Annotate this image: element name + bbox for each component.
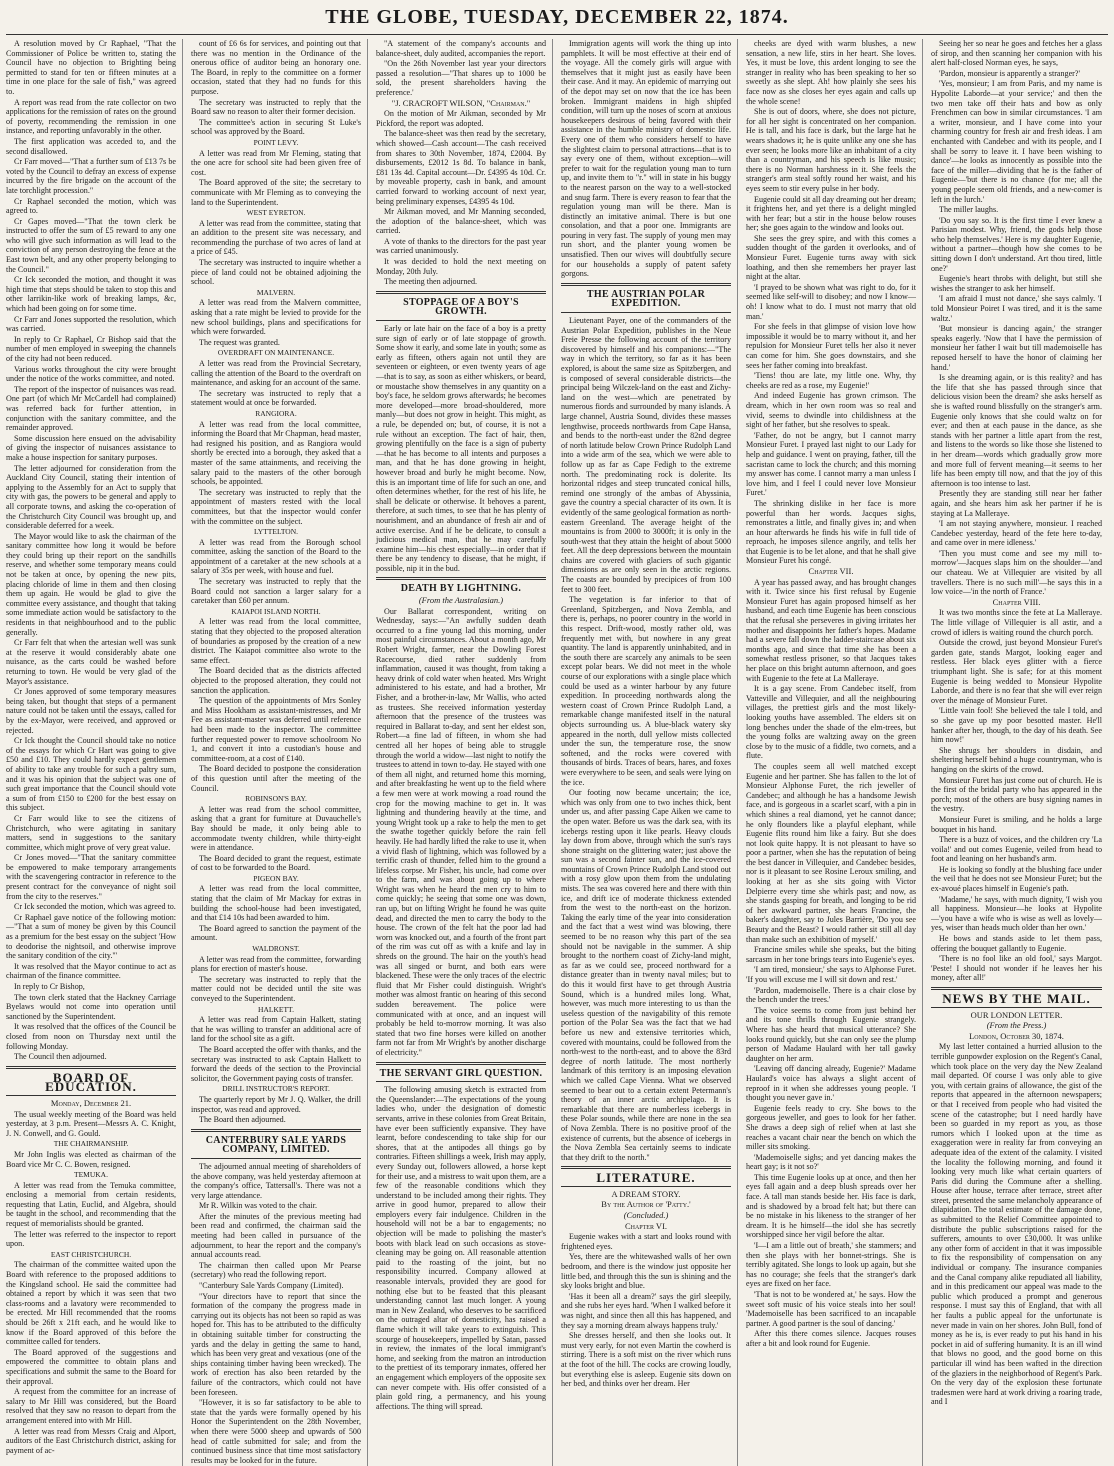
paragraph: There is a buzz of voices, and the children cry 'La voila!' and out comes Eugenie, veiled from head to foot and leaning on her husband's arm. [931,835,1102,864]
paragraph: The committee's action in securing St Luke's school was approved by the Board. [191,117,361,137]
subheading: OVERDRAFT ON MAINTENANCE. [217,348,335,358]
paragraph: A letter was read from the local committee, stating that they objected to the proposed alteration of boundaries as proposed by the creation of a new district. The Kaiapoi committee also wrote to the same effect. [191,617,361,665]
paragraph: "Canterbury Sale Yards Company (Limited). [199,1281,344,1291]
paragraph: The quarterly report by Mr J. Q. Walker, the drill inspector, was read and approved. [191,1094,361,1114]
paragraph: Cr Ick thought the Council should take no notice of the essays for which Cr Hart was going to give £50 and £10. They could hardly expect gentlemen of ability to take any trouble for such a paltry sum, and it was his opinion that the subject was one of such great importance that the Council should vote a sum of from £150 to £200 for the best essay on this subject. [6,736,176,813]
divider [376,320,546,321]
paragraph: A letter was read from the Malvern committee, asking that a rate might be levied to provide for the new school buildings, plans and specifications for which were forwarded. [191,298,361,337]
column-6 [931,39,1108,1466]
paragraph: The Board agreed to sanction the payment of the amount. [191,923,361,943]
paragraph: This time Eugenie looks up at once, and then her eyes fall again and a deep blush spreads over her face. A tall man stands beside her. His face is dark, and is shadowed by a broad felt hat; but there can be no mistake in his likeness to the stranger of her dream. It is he himself—the idol she has secretly worshipped since her vigil before the altar. [746,1172,916,1240]
paragraph: Yes, there are the whitewashed walls of her own bedroom, and there is the window just opposite her little bed, and through this the sun is shining and the sky looks bright and blue. [561,1252,731,1291]
paragraph: He is looking so fondly at the blushing face under the veil that he does not see Monsieur Furet; but the ex-avoué places himself in Eugenie's path. [931,864,1102,894]
paragraph: Cr Farr and Jones supported the resolution, which was carried. [6,314,176,334]
paragraph: The Board approved of the suggestions and empowered the committee to obtain plans and specifications and submit the same to the Board for their approval. [6,1347,176,1386]
paragraph: The Board accepted the offer with thanks, and the secretary was instructed to ask Captain Halkett to forward the deeds of the section to the Provincial solicitor, the Government paying costs of transfer. [191,1044,361,1083]
paragraph: For she feels in that glimpse of vision love how impossible it would be to marry without it, and her repulsion for Monsieur Furet tells her also it never can come for him. She goes downstairs, and she sees her father coming into breakfast. [746,322,916,370]
paragraph: A request from the committee for an increase of salary to Mr Hill was considered, but the Board resolved that they saw no reason to depart from the arrangement entered into with Mr Hill. [6,1387,176,1425]
paragraph: 'Mademoiselle sighs; and yet dancing makes the heart gay; is it not so?' [746,1152,916,1172]
paragraph: 'Pardon, monsieur is apparently a stranger?' [939,68,1080,78]
source-line: (From the Press.) [986,1020,1047,1031]
paragraph: 'I am tired, monsieur,' she says to Alphonse Furet. 'If you will excuse me I will sit down and rest.' [746,965,916,984]
paragraph: Cr Ick seconded the motion, which was agreed to. [14,902,176,912]
dateline: Monday, December 21. [50,1097,132,1108]
paragraph: Cr Ick seconded the motion, and thought it was high time that steps should be taken to stop this and other larrikin-like work of breaking lamps, &c, which had been going on for some time. [6,275,176,314]
paragraph: 'That is not to be wondered at,' he says. How the sweet soft music of his voice steals into her soul! 'Mademoiselle has been sacrificed to an incapable partner. A good partner is the soul of dancing.' [746,1290,916,1328]
section-heading: THE SERVANT GIRL QUESTION. [379,1067,543,1079]
paragraph: A resolution moved by Cr Raphael, "That the Commissioner of Police be written to, stating the Council have no objection to Brighting being permitted to stand for ten or fifteen minutes at a time in one place for the sale of fish," was agreed to. [6,39,176,96]
paragraph: It is a gay scene. From Candebec itself, from Vatteville and Villequier, and all the neighbouring villages, the prettiest girls and the most likely-looking youths have assembled. The elders sit on long benches under the shade of the elm-trees, but the young folks are waltzing away on the green close by to the music of a fiddle, two cornets, and a flute. [746,684,916,761]
paragraph: cheeks are dyed with warm blushes, a new sensation, a new life, stirs in her heart. She loves. Yes, it must be love, this ardent longing to see the stranger in reality who has been speaking to her so sweetly as she slept. Ah! how plainly she sees his face now as she closes her eyes again and calls up the whole scene! [746,39,916,106]
subheading: RANGIORA. [255,408,297,418]
section-divider [376,577,546,580]
paragraph: The voice seems to come from just behind her and its tone thrills through Eugenie strangely. Where has she heard that musical utterance? She looks round quickly, but she can only see the plump person of Madame Haulard with her tall gawky daughter on her arm. [746,1005,916,1063]
paragraph: Early or late hair on the face of a boy is a pretty sure sign of early or of late stoppage of growth. Some show it early, and some late in youth; some as early as fifteen, others again not until they are seventeen or eighteen, or even twenty years of age—that is to say, as soon as either whiskers, or beard, or moustache show themselves in any quantity on a boy's face, he seldom grows afterwards; he becomes more developed—more broad-shouldered, more manly—but does not grow in height. This might, as a rule, be depended on; but, of course, it is not a rule without an exception. The fact of hair, then, growing plentifully on the face is a sign of puberty—that he has become to all intents and purposes a man, and that he has done growing in height, however broad and burly he might become. Now, this is an important time of life for such an one, and often determines whether, for the rest of his life, he shall be delicate or otherwise. It behoves a parent, therefore, at such times, to see that he has plenty of nourishment, and an abundance of fresh air and of active exercise. And if he be delicate, to consult a judicious medical man, that he may carefully examine him—his chest especially—in order that if there be any tendency to disease, that he might, if possible, nip it in the bud. [376,324,546,573]
paragraph: Mr R. Wilkin was voted to the chair. [199,1201,317,1211]
paragraph: The secretary was instructed to reply that the appointment of masters rested with the local committees, but that the inspector would confer with the committee on the subject. [191,487,361,526]
paragraph: Is she dreaming again, or is this reality? and has the life that she has passed through since that delicious vision been the dream? she asks herself as she is wafted round blissfully on the stranger's arm. Eugenie only knows that she could waltz on for ever; and then at each pause in the dance, as she stands with her partner a little apart from the rest, and listens to the words so like those she listened to in her dream—words which gradually grow more and more full of fervent meaning—it seems to her life has been empty till now, and that the joy of this afternoon is too intense to last. [931,373,1102,488]
paragraph: A letter was read from the committee, forwarding plans for erection of master's house. [191,954,361,974]
paragraph: A letter was read from the Borough school committee, asking the sanction of the Board to the appointment of a caretaker at the new schools at a salary of 35s per week, with house and fuel. [191,537,361,576]
paragraph: Presently they are standing still near her father again, and she hears him ask her partner if he is staying at La Malleraye. [931,489,1102,518]
section-heading: CANTERBURY SALE YARDS COMPANY, LIMITED. [205,1134,347,1156]
section-heading: THE AUSTRIAN POLAR EXPEDITION. [586,288,706,310]
paragraph: Eugenie could sit all day dreaming out her dream; it frightens her, and yet there is a delight mingled with her fear; but a stir in the house below rouses her; she goes again to the window and looks out. [746,194,916,233]
paragraph: "Your directors have to report that since the formation of the company the progress made in carrying out its objects has not been so rapid as was hoped for. This has to be attributed to the difficulty in obtaining suitable timber for constructing the yards and the delay in getting the same to hand, which has been very great and vexatious (one of the ships containing timber having been wrecked). The work of erection has also been retarded by the failure of the contractors, which could not have been foreseen. [191,1291,361,1397]
paragraph: The Board then adjourned. [199,1115,286,1125]
paragraph: The request was granted. [199,337,280,347]
paragraph: The miller laughs. [939,205,999,215]
paragraph: The chairman of the committee waited upon the Board with reference to the proposed additions to the Kingsland school. He said the committee had obtained a report by which it was seen that two class-rooms and a lavatory were recommended to be erected. Mr Hill recommended that the rooms should be 26ft x 21ft each, and he would like to know if the Board approved of this before the committee called for tenders. [6,1260,176,1347]
paragraph: Various works throughout the city were brought under the notice of the works committee, and noted. [6,364,176,384]
paragraph: Eugenie wakes with a start and looks round with frightened eyes. [561,1232,731,1251]
paragraph: A vote of thanks to the directors for the past year was carried unanimously. [376,236,546,256]
paragraph: My last letter contained a hurried allusion to the terrible gunpowder explosion on the Regent's Canal, which took place on the very day the New Zealand mail departed. Of course I was only able to give you, with certain grains of allowance, the gist of the reports that appeared in the afternoon newspapers; or that I received from people who had visited the scene of the catastrophe; but I need hardly have been so guarded in my report as you, as those rumors which I looked upon at the time as exaggeration were in reality far from conveying an adequate idea of the extent of the calamity. I visited the locality the following morning, and found it looking very much like what certain quarters of Paris did during the Commune after a shelling. House after house, terrace after terrace, street after street, presented the same melancholy appearance of dilapidation. The total estimate of the damage done, as submitted to the Relief Committee appointed to distribute the public subscriptions raised for the sufferers, amounts to over £30,000. It was unlike any other form of accident in that it was impossible to fix the responsibility of compensation on any individual or company. The insurance companies and the Canal company alike repudiated all liability, and in this predicament our appeal was made to the public which produced a prompt and generous response. I must say this of England, that with all her faults a public appeal for the unfortunate is never made in vain on her shores. John Bull, fond of money as he is, is ever ready to put his hand in his pocket in aid of suffering humanity. It is an ill wind that blows no good, and the good borne on this particular ill wind has been wafted in the direction of the glaziers in the neighborhood of Regent's Park. On the very day of the explosion these fortunate tradesmen were hard at work driving a roaring trade, and I [931,1042,1102,1407]
paragraph: Monsieur Furet is smiling, and he holds a large bouquet in his hand. [931,814,1102,834]
column-1 [6,39,183,1466]
paragraph: Cr Raphael gave notice of the following motion:—"That a sum of money be given by this Council as a premium for the best essay on the subject 'How to deodorise the nightsoil, and otherwise improve the sanitary condition of the city.'" [6,912,176,961]
paragraph: The secretary was instructed to reply that the Board could not sanction a larger salary for a caretaker than £60 per annum. [191,577,361,606]
paragraph: 'Madame,' he says, with much dignity, 'I wish you all happiness. Monsieur—he looks at Hypolite—'you have a wife who is wise as well as lovely—yes, wiser than heads much older than her own.' [931,894,1102,933]
subheading: EAST CHRISTCHURCH. [50,1249,132,1259]
subheading: WEST EYRETON. [246,208,306,218]
paragraph: 'But monsieur is dancing again,' the stranger speaks eagerly. 'Now that I have the permission of monsieur her father I wait but till mademoiselle has reposed herself to have the honor of claiming her hand.' [931,324,1102,372]
paragraph: The Board decided to grant the request, estimate of cost to be forwarded to the Board. [191,853,361,873]
paragraph: Cr Jones approved of some temporary measures being taken, but thought that steps of a permanent nature could not be taken until the essays, called for by the ex-Mayor, were received, and approved or rejected. [6,687,176,735]
paragraph: 'There is no fool like an old fool,' says Margot. 'Peste! I should not wonder if he leaves her his money, after all!' [931,954,1102,983]
divider [561,312,731,313]
paragraph: 'I am afraid I must not dance,' she says calmly. 'I told Monsieur Poiret I was tired, and it is the same waltz.' [931,294,1102,323]
subheading: WALDRONST. [252,944,300,954]
subheading: ROBINSON'S BAY. [245,794,307,804]
paragraph: 'Little vain fool! She believed the tale I told, and so she gave up my poor besotted master. He'll hanker after her, though, to the day of his death. See him now!' [931,706,1102,745]
paragraph: 'Do you say so. It is the first time I ever knew a Parisian modest. Why, friend, the gods help those who help themselves.' Here is my daughter Eugenie, without a partner—though how she comes to be sitting down I don't understand. Art thou tired, little one?' [931,215,1102,273]
paragraph: Eugenie feels ready to cry. She bows to the gorgeous jeweller, and goes to look for her father. She draws a deep sigh of relief when at last she reaches a vacant chair near the bench on which the miller sits smoking. [746,1103,916,1152]
subheading: DRILL INSTRUCTOR'S REPORT. [222,1084,330,1094]
subheading: POINT LEVY. [253,137,299,147]
paragraph: Cr Farr moved—"That a further sum of £13 7s be voted by the Council to defray an excess of expense incurred by the fire brigade on the account of the late torchlight procession." [6,157,176,195]
paragraph: She shrugs her shoulders in disdain, and sheltering herself behind a huge countryman, who is hanging on the skirts of the crowd. [931,745,1102,774]
paragraph: 'Father, do not be angry, but I cannot marry Monsieur Furet. I prayed last night to our Lady for help and guidance. I went on praying, father, till the sacristan came to lock the church; and this morning my answer has come. I cannot marry a man unless I love him, and I feel I could never love Monsieur Furet.' [746,430,916,498]
paragraph: Francine smiles while she speaks, but the biting sarcasm in her tone brings tears into Eugenie's eyes. [746,945,916,964]
paragraph: The first application was acceded to, and the second disallowed. [6,136,176,156]
paragraph: "However, it is so far satisfactory to be able to state that the yards were formally opened by his Honor the Superintendent on the 28th November, when there were 5000 sheep and upwards of 500 head of cattle submitted for sale; and from the continued business since that time most satisfactory results may be looked for in the future. [191,1398,361,1465]
paragraph: The adjourned annual meeting of shareholders of the above company, was held yesterday afternoon at the company's office, Tattersall's. There was not a very large attendance. [191,1161,361,1200]
paragraph: A letter was read from Captain Halkett, stating that he was willing to transfer an additional acre of land for the school site as a gift. [191,1015,361,1044]
subheading: KAIAPOI ISLAND NORTH. [231,606,321,616]
section-heading: LITERATURE. [596,1170,696,1186]
paragraph: Our footing now became uncertain; the ice, which was only from one to two inches thick, bent under us, and after passing Cape Aiken we came to the open water. Before us was the dark sea, with its icebergs resting upon it like pearls. Heavy clouds lay down from above, through which the sun's rays shone straight on the glittering water; just above the sun was a second fainter sun, and the ice-covered mountains of Crown Prince Rudolph Land stood out with a rosy glow upon them from the undulating mists. The sea was covered here and there with thin ice, and drift ice of moderate thickness extended from the west to the north-east on the horizon. Taking the early time of the year into consideration and the fact that a west wind was blowing, there seemed to be no reason why this part of the sea should not be navigable in the summer. A ship brought to the northern coast of Zichy-land might, as far as we could see, proceed northward for a distance greater than in twenty naval miles; but to do this it would first have to get through Austria Sound, which is a hundred miles long. What, however, was much more interesting to us than the useless question of the navigability of this remote portion of the Polar Sea was the fact that we had before us new and extensive territories which, covered with mountains, could be followed from the north-west to the north-east, and to above the 83rd degree of north latitude. The most northerly landmark of this territory is an imposing elevation which we called Cape Vienna. What we observed seemed to bear out to a certain extent Petermann's theory of an inner arctic archipelago. It is remarkable that there are numberless icebergs in these Polar sounds, while there are none in the sea of Nova Zembla. There is no positive proof of the existence of currents, but the absence of icebergs in the Nova Zembla Sea certainly seems to indicate that they drift to the north." [561,788,731,1162]
paragraph: After this there comes silence. Jacques rouses after a bit and look round for Eugenie. [746,1329,916,1348]
chapter-heading: Chapter VIII. [992,596,1041,607]
section-divider [376,291,546,294]
paragraph: The usual weekly meeting of the Board was held yesterday, at 3 p.m. Present—Messrs A. C. Knight, J. N. Conwell, and G. Gould. [6,1109,176,1138]
paragraph: A report was read from the rate collector on two applications for the remission of rates on the ground of poverty, recommending the remission in one instance, and reporting unfavorably in the other. [6,97,176,136]
paragraph: The question of the appointments of Mrs Sonley and Miss Hookham as assistant-mistresses, and Mr Fee as assistant-master was deferred until reference had been made to the inspector. The committee further requested power to remove schoolroom No 1, and convert it into a custodian's house and committee-room, at a cost of £140. [191,696,361,763]
paragraph: A year has passed away, and has brought changes with it. Twice since his first refusal by Eugenie Monsieur Furet has again proposed himself as her husband, and each time Eugenie has been conscious that the refusal she perseveres in giving irritates her mother and disappoints her father's hopes. Madame had a severe fall down the ladder-staircase about six months ago, and since that time she has been a somewhat restless prisoner, so that Jacques takes her place on this bright autumn afternoon, and goes with Eugenie to the fete at La Malleraye. [746,577,916,683]
column-2 [191,39,368,1466]
paragraph: count of £6 6s for services, and pointing out that there was no mention in the Ordinance of the onerous office of auditor being an honorary one. The Board, in reply to the committee on a former occasion, stated that they had no funds for this purpose. [191,39,361,96]
paragraph: The letter was referred to the inspector to report upon. [6,1229,176,1249]
paragraph: 'Has it been all a dream?' says the girl sleepily, and she rubs her eyes hard. 'When I walked before it was night, and since then all this has happened, and they say a morning dream always happens truly.' [561,1291,731,1330]
paragraph: The Mayor would like to ask the chairman of the sanitary committee how long it would be before they could bring up their report on the sandhills reserve, and whether some temporary means could not be taken at once, by opening the new pits, placing chloride of lime in them and then closing them up again. He would be glad to give the committee every assistance, and thought that taking some immediate action would be satisfactory to the residents in that neighbourhood and to the public generally. [6,531,176,637]
paragraph: A letter was read from the local committee, informing the Board that Mr Chapman, head master, had resigned his position, and as Rangiora would shortly be erected into a borough, they asked that a master of the same attainments, and receiving the salary paid to the masters of the other borough schools, be appointed. [191,419,361,487]
paragraph: A letter was read from the school committee, asking that a grant for furniture at Duvauchelle's Bay should be made, it only being able to accommodate twenty children, while thirty-eight were in attendance. [191,804,361,853]
paragraph: Our Ballarat correspondent, writing on Wednesday, says:—"An awfully sudden death occurred to a fine young lad this morning, under most painful circumstances. About a month ago, Mr Robert Wright, farmer, near the Dowling Forest Racecourse, died rather suddenly from inflammation, caused it was thought, from taking a heavy drink of cold water when heated. Mrs Wright administered to his estate, and had a brother, Mr Fisher, and a brother-in-law, Mr Wallis, who acted as trustees. She received information yesterday afternoon that the presence of the trustees was required in Ballarat to-day, and sent her eldest son, Robert—a fine lad of fifteen, in whom she had centred all her hopes of being able to struggle through the world a widow—last night to notify the trustees to attend in town to-day. He stayed with one of them all night, and returned home this morning, and after breakfasting he went up to the field where a few men were at work mowing a road round the crop for the mowing machine to get in. It was lightning and thundering heavily at the time, and young Wright took up a rake to help the men to get the swathe together quickly before the rain fell heavily. He had hardly lifted the rake to use it, when a vivid flash of lightning, which was followed by a terrific crash of thunder, felled him to the ground a lifeless corpse. Mr Fisher, his uncle, had come over to the farm, and was about going up to where Wright was when he heard the men cry to him to come quickly; he seeing that some one was down, ran up, but on lifting Wright he found he was quite dead, and directed the men to carry the body to the house. The crown of the felt hat the poor lad had worn was knocked out, and a fourth of the front part of the rim was cut off as with a knife and lay in shreds on the ground. The hair on the youth's head was all singed or burnt, and both ears were blackened. These were the only traces of the electric fluid that Mr Fisher could distinguish. Wright's mother was almost frantic on hearing of this second sudden bereavement. The police were communicated with at once, and an inquest will probably be held to-morrow morning. It was also stated that two fine horses were killed on another farm not far from Mr Wright's by another discharge of electricity." [376,606,546,1057]
paragraph: The meeting then adjourned. [384,277,478,287]
paragraph: Cr Raphael seconded the motion, which was agreed to. [6,196,176,216]
paragraph: 'Then you must come and see my mill to-morrow'—Jacques slaps him on the shoulder—'and our chateau. We at Villequier are visited by all travellers. There is no such mill'—he says this in a low voice—'in the north of France.' [931,548,1102,597]
paragraph: Mr Aikman moved, and Mr Manning seconded, the adoption of the balance-sheet, which was carried. [376,207,546,236]
paragraph: 'I am not staying anywhere, monsieur. I reached Candebec yesterday, heard of the fete here to-day, and came over in mere idleness.' [931,519,1102,548]
section-divider [931,987,1102,990]
paragraph: On the motion of Mr Aikman, seconded by Mr Pickford, the report was adopted. [376,109,546,128]
paragraph: Cr Farr would like to see the citizens of Christchurch, who were agitating in sanitary matters, send in suggestions to the sanitary committee, which might prove of very great value. [6,813,176,852]
paragraph: A letter was read from the committee, stating that an addition to the present site was necessary, and recommending the purchase of two acres of land at a price of £45. [191,218,361,257]
paragraph: A letter was read from the local committee, stating that the claim of Mr Mackay for extras in building the school-house had been investigated, and that £14 10s had been awarded to him. [191,884,361,923]
section-heading: BOARD OF EDUCATION. [45,1069,137,1095]
paragraph: The couples seem all well matched except Eugenie and her partner. She has fallen to the lot of Monsieur Alphonse Furet, the rich jeweller of Candebec; and although he has a handsome Jewish face, and is gorgeous in a scarlet scarf, with a pin in which shines a real diamond, yet he cannot dance; he only flounders like a playful elephant, while Eugenie flits round him like a fairy. But she does not look quite happy. It is not pleasant to have so poor a partner, when she has the reputation of being the best dancer in Villequier, and Candebec besides, nor is it pleasant to see Rosine Leroux smiling, and looking at her as she sits going with Victor Delpierre every time she whirls past; and now, as she stands gasping for breath, and longing to be rid of her awkward partner, she hears Francine, the baker's daughter, say to Jules Barrière, 'Do you see Beauty and the Beast? I would rather sit still all day than make such an exhibition of myself.' [746,761,916,944]
dateline: London, October 30, 1874. [969,1030,1064,1041]
paragraph: "On the 26th November last year your directors passed a resolution—"That shares up to 1000 be sold, the present shareholders having the preference.' [376,59,546,97]
paragraph: The shrinking dislike in her face is more powerful than her words. Jacques sighs, remonstrates a little, and finally gives in; and when an hour afterwards he finds his wife in full tide of reproach, he imposes silence angrily, and tells her that Eugenie is to be let alone, and that he shall give Monsieur Furet his congé. [746,498,916,566]
section-heading: STOPPAGE OF A BOY'S GROWTH. [403,296,519,318]
subheading: HALKETT. [258,1004,294,1014]
section-divider [6,1066,176,1069]
paragraph: Cr Gapes moved—"That the town clerk be instructed to offer the sum of £5 reward to any one who will give such information as will lead to the conviction of any person destroying the fence at the East town belt, and any other property belonging to the Council." [6,216,176,274]
paragraph: The Board decided to postpone the consideration of this question until after the meeting of the Council. [191,764,361,793]
column-5 [746,39,923,1466]
paragraph: The secretary was instructed to reply that a statement would at once be forwarded. [191,388,361,408]
section-heading: NEWS BY THE MAIL. [942,991,1091,1006]
paragraph: The report of the inspector of nuisances was read. One part (of which Mr McCardell had complained) was referred back for further attention, in conjunction with the sanitary committee, and the remainder approved. [6,384,176,433]
paragraph: The secretary was instructed to reply that the Board saw no reason to alter their former decision. [191,97,361,117]
paragraph: The town clerk stated that the Hackney Carriage Byelaws would not come into operation until sanctioned by the Superintendent. [6,992,176,1021]
paragraph: The Board decided that as the districts affected objected to the proposed alteration, they could not sanction the application. [191,666,361,695]
column-4 [561,39,738,1466]
paragraph: The Council then adjourned. [14,1052,107,1062]
source-line: (From the Australasian.) [418,595,504,606]
paragraph: It was resolved that the Mayor continue to act as chairman of the finance committee. [6,961,176,981]
byline: By the Author of 'Patty.' [601,1199,691,1210]
columns [6,35,1108,1465]
paragraph: The secretary was instructed to inquire whether a piece of land could not be obtained adjoining the school. [191,258,361,287]
paragraph: A letter was read from Messrs Craig and Alport, auditors of the East Christchurch district, asking for payment of ac- [6,1426,176,1455]
paragraph: Cr Farr felt that when the artesian well was sunk at the reserve it would considerably abate one nuisance, as the carts could be washed before returning to town. He would be very glad of the Mayor's assistance. [6,638,176,686]
paragraph: And indeed Eugenie has grown crimson. The dream, which in her own room was so real and vivid, seems to dwindle into childishness at the sight of her father, but she resolves to speak. [746,391,916,430]
paragraph: The chairman then called upon Mr Pearse (secretary) who read the following report. [191,1260,361,1280]
subheading: TEMUKA. [74,1170,108,1180]
section-divider [191,1129,361,1132]
paragraph: In reply to Cr Raphael, Cr Bishop said that the number of men employed in sweeping the channels of the city had not been reduced. [6,334,176,363]
paragraph: The Board approved of the site; the secretary to communicate with Mr Fleming as to conveying the land to the Superintendent. [191,178,361,207]
section-heading: DEATH BY LIGHTNING. [400,583,522,595]
paragraph: It was two months since the fete at La Malleraye. The little village of Villequier is all astir, and a crowd of idlers is waiting round the church porch. [931,608,1102,637]
paragraph: Lieutenant Payer, one of the commanders of the Austrian Polar Expedition, publishes in the Neue Freie Presse the following account of the territory discovered by himself and his companions:—"The way in which the territory, so far as it has been explored, is about the same size as Spitzbergen, and is composed of several considerable districts—the principal being Wilczek-land on the east and Zichy-land on the west—which are penetrated by numerous fiords and surrounded by many islands. A large channel, Austria Sound, divides these masses lengthwise, proceeds northwards from Cape Hansa, and bends to the north-east under the 82nd degree of north latitude below Crown Prince Rudolph Land into a wide arm of the sea, which we were able to follow up as far as Cape Fedigh to the extreme north. The predominating rock is dolerite. Its horizontal ridges and steep truncated conical hills, remind one strongly of the ambas of Abyssinia, gave the country a special character of its own. It is evidently of the same geological formation as north-eastern Greenland. The average height of the mountains is from 2000 to 3000ft; it is only in the south-west that they attain the height of about 5000 feet. All the deep depressions between the mountain chains are covered with glaciers of such gigantic dimensions as are only seen in the arctic regions. The coasts are bounded by precipices of from 100 feet to 300 feet. [561,316,731,594]
paragraph: The balance-sheet was then read by the secretary, which showed—Cash account—The cash received from shares to 30th November, 1874, £2004. By disbursements, £2012 1s 8d. To balance in bank, £81 13s 4d. Capital account—Dr. £4395 4s 10d. Cr. by moveable property, cash in bank, and amount carried forward to working account of next year, being preliminary expenses, £4395 4s 10d. [376,129,546,206]
signature: "J. CRACROFT WILSON, "Chairman." [391,97,531,108]
paragraph: Mr John Inglis was elected as chairman of the Board vice Mr C. C. Bowen, resigned. [6,1149,176,1169]
paragraph: A letter was read from the Temuka committee, enclosing a memorial from certain residents, requesting that Latin, Euclid, and Algebra, should be taught in the school, and recommending that the request of memorialists should be granted. [6,1180,176,1229]
paragraph: 'Yes, monsieur; I am from Paris, and my name is Hypolite Laborde—at your service;' and then the two men take off their hats and bow as only Frenchmen can bow in similar circumstances. 'I am a writer, monsieur, and I have come into your charming country for fresh air and fresh ideas. I am enchanted with Candebec and with its people, and I shall be sorry to leave it. I have been wishing to dance'—he looks as innocently as possible into the face of the miller—dividing that he is the father of Eugenie—'but there is no chance (for me; all the young people seem old friends, and a new-comer is left in the lurch.' [931,79,1102,204]
paragraph: "A statement of the company's accounts and balance-sheet, duly audited, accompanies the report. [376,39,546,58]
paragraph: Eugenie's heart throbs with delight, but still she wishes the stranger to ask her himself. [931,274,1102,293]
divider [561,1186,731,1187]
paragraph: Outside the crowd, just beyond Monsieur Furet's garden gate, stands Margot, looking eager and restless. Her black eyes glitter with a fierce triumphant light. She is safe; for at this moment Eugenie is being wedded to Monsieur Hypolite Laborde, and there is no fear that she will ever reign over the ménage of Monsieur Furet. [931,638,1102,705]
paragraph: Immigration agents will work the thing up into pamphlets. It will be most effective at their end of the voyage. All the comely girls will argue with themselves that it might just as easily have been their case. And it may. An epidemic of marrying out of the depot may set on now that the ice has been broken. Immigrant maidens in high shipfed condition, will turn up the noses of scorn at anxious housekeepers desirous of being favored with their assistance in the humble ministry of domestic life. Every one of them who considers herself to have the slightest claim to personal attractions—that is to say every one of them, without exception—will prefer to wait for the regulation young man to turn up, and invite them to "r." will in state in his buggy to the nearest parson on the way to a well-stocked and snug farm. There is every reason to fear that the regulation young man will be there. Man is distinctly an imitative animal. There is but one consolation, and that a poor one. Immigrants are pouring in very fast. The supply of young men may run short, and the planter young women be unsatisfied. Then our wives will doubtfully secure for our households a supply of patent safety gorgons. [561,39,731,279]
paragraph: The secretary was instructed to reply that the matter could not be decided until the site was conveyed to the Superintendent. [191,974,361,1003]
paragraph: She is out of doors, where, she does not picture, for all her sight is concentrated on her companion. He is tall, and his face is dark, but the large hat he wears shadows it; he is quite unlike any one she has ever seen; he looks more like an inhabitant of a city than a countryman, and his speech is like music; there is no Norman harshness in it. She feels the stranger's arm steal softly round her waist, and his eyes seem to stir every pulse in her body. [746,107,916,193]
paragraph: 'I prayed to be shown what was right to do, for it seemed like self-will to disobey; and now I know—oh! I know what to do. I must not marry that old man.' [746,282,916,321]
paragraph: Seeing her so near he goes and fetches her a glass of sirop, and then scanning her companion with his alert half-closed Norman eyes, he says, [931,39,1102,68]
concluded-note: (Concluded.) [623,1210,669,1221]
masthead: THE GLOBE, TUESDAY, DECEMBER 22, 1874. [6,0,1108,35]
paragraph: 'I—I am a little out of breath,' she stammers; and then she plays with her bonnet-strings. She is terribly agitated. She longs to look up again, but she has no courage; she feels that the stranger's dark eyes are fixed on her face. [746,1241,916,1289]
subheading: OUR LONDON LETTER. [970,1009,1063,1020]
subheading: A DREAM STORY. [611,1188,681,1199]
section-divider [561,1166,731,1169]
chapter-heading: Chapter VII. [808,566,854,577]
paragraph: 'Tiens! thou are late, my little one. Why, thy cheeks are red as a rose, my Eugenie!' [746,371,916,390]
divider [6,1095,176,1096]
paragraph: It was decided to hold the next meeting on Monday, 20th July. [376,257,546,276]
paragraph: Some discussion here ensued on the advisability of giving the inspector of nuisances assistance to make a house inspection for sanitary purposes. [6,433,176,462]
subheading: PIGEON BAY. [253,873,299,883]
paragraph: Cr Jones moved—"That the sanitary committee be empowered to make temporary arrangements with the scavengering contractor in reference to the present contract for the conveyance of night soil from the city to the reserves." [6,853,176,901]
divider [191,1158,361,1159]
paragraph: It was resolved that the offices of the Council be closed from noon on Thursday next until the following Monday. [6,1022,176,1051]
paragraph: In reply to Cr Bishop, [14,982,85,991]
divider [931,1007,1102,1008]
paragraph: A letter was read from the Provincial Secretary, calling the attention of the Board to the overdraft on maintenance, and asking for an account of the same. [191,359,361,388]
subheading: MALVERN. [256,287,296,297]
paragraph: She dresses herself, and then she looks out. It must very early, for not even Martin the cowherd is stirring. There is a soft mist on the river which runs at the foot of the hill. The cocks are crowing loudly, but everything else is asleep. Eugenie sits down on her bed, and thinks over her dream. Her [561,1331,731,1389]
paragraph: 'Leaving off dancing already, Eugenie?' Madame Haulard's voice has always a slight accent of reproof in it when she addresses young people. 'I thought you never gave in.' [746,1064,916,1103]
paragraph: Monsieur Furet has just come out of church. He is the first of the bridal party who has appeared in the porch; most of the others are busy signing names in the vestry. [931,775,1102,814]
divider [376,1081,546,1082]
paragraph: A letter was read from Mr Fleming, stating that the one acre for school site had been given free of cost. [191,148,361,177]
paragraph: 'Pardon, mademoiselle. There is a chair close by the bench under the trees.' [746,985,916,1005]
subheading: THE CHAIRMANSHIP. [53,1139,129,1149]
paragraph: After the minutes of the previous meeting had been read and confirmed, the chairman said the meeting had been called in pursuance of the adjournment, to hear the report and the company's annual accounts read. [191,1211,361,1260]
paragraph: The letter adjourned for consideration from the Auckland City Council, stating their intention of applying to the Assembly for an Act to supply that city with gas, the powers to be general and apply to all corporate towns, and asking the co-operation of the Christchurch City Council was brought up, and considerable deferred for a week. [6,463,176,531]
paragraph: She sees the grey spire, and with this comes a sudden thought of the garden it overlooks, and of Monsieur Furet. Eugenie turns away with sick loathing, and then she remembers her prayer last night at the altar. [746,233,916,282]
chapter-heading: Chapter VI. [624,1220,668,1231]
section-divider [376,1062,546,1065]
paragraph: The vegetation is far inferior to that of Greenland, Spitzbergen, and Nova Zembla, and there is, perhaps, no poorer country in the world in this respect. Drift-wood, mostly rather old, was frequently met with, but nowhere in any great quantity. The land is apparently uninhabited, and in the south there are scarcely any animals to be seen except polar bears. We did not meet in the whole course of our explorations with a single place which could be used as a winter harbour by any future expedition. In proceeding northwards along the western coast of Crown Prince Rudolph Land, a remarkable change manifested itself in the natural objects surrounding us. A blue-black watery sky appeared in the north, dull yellow mists collected under the sun, the temperature rose, the snow softened, and the rocks were covered with thousands of birds. Traces of bears, hares, and foxes were everywhere to be seen, and seals were lying on the ice. [561,595,731,787]
paragraph: The following amusing sketch is extracted from the Queenslander:—The expectations of the young ladies who, under the designation of domestic servants, arrive in these colonies from Great Britain, have ever been sufficiently expansive. They have learnt, before condescending to take ship for our shores, that at the antipodes all things go by contraries. Fifteen shillings a week, Irish may apply, every Sunday out, followers allowed, a horse kept for their use, and a mistress to wait upon them, are a few of the reasonable conditions which they understand to be included among their rights. They arrive in good humor, prepared to allow their employers every fair indulgence. Children in the household will not be a bar to engagements; no objection will be made to polishing the master's boots with black lead on such occasions as stove-cleaning may be going on. All reasonable attention paid to the roasting of the joint, but no responsibility incurred. Company allowed at reasonable intervals, provided they are good for nothing else but to be feasted that this pleasant understanding cannot last much longer. A young man in New Zealand, who deserves to be sacrificed on the outraged altar of domesticity, has raised a flame which it will take years to extinguish. This scourge of housekeepers, impelled by Satan, passed in review, the inmates of the local immigrant's home, and seeking from the matron an introduction to the prettiest of its temporary inmates, offered her an engagement which employers of the opposite sex can never compete with. His offer consisted of a plain gold ring, a permanency, and his young affections. The thing will spread. [376,1085,546,1411]
column-3 [376,39,553,1466]
paragraph: He bows and stands aside to let them pass, offering the bouquet gallantly to Eugenie. [931,934,1102,953]
subheading: LYTTELTON. [253,527,299,537]
section-divider [561,283,731,286]
